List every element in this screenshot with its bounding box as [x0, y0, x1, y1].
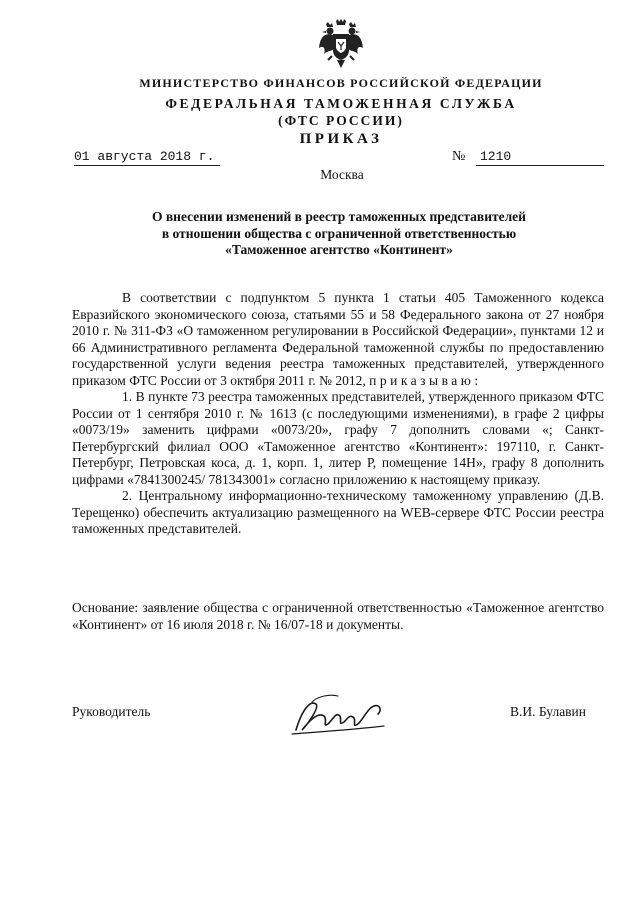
title-line: в отношении общества с ограниченной ответственностью: [161, 225, 517, 241]
document-type: ПРИКАЗ: [299, 131, 383, 147]
order-title: [96, 209, 582, 259]
city: Москва: [320, 167, 364, 182]
service-short-name: (ФТС РОССИИ): [278, 113, 404, 128]
signer-name: В.И. Булавин: [510, 704, 587, 719]
order-date: 01 августа 2018 г.: [74, 149, 220, 166]
order-item-1: 1. В пункте 73 реестра таможенных представителей, утвержденного приказом ФТС России от 1 сентября 2010 г. № 1613 (с последующими изменениями), в графе 2 цифры «0073/19» заменить цифрами «0073/20», графу 7 дополнить словами «; Санкт-Петербургский филиал ООО «Таможенное агентство «Континент»: 197110, г. Санкт-Петербург, Петровская коса, д. 1, корп. 1, литер Р, помещение 14Н», графу 8 дополнить цифрами «7841300245/ 781343001» согласно приложению к настоящему приказу.: [72, 389, 604, 487]
ministry-name: МИНИСТЕРСТВО ФИНАНСОВ РОССИЙСКОЙ ФЕДЕРАЦИИ: [139, 76, 543, 90]
order-item-2: 2. Центральному информационно-техническому таможенному управлению (Д.В. Терещенко) обеспечить актуализацию размещенного на WEB-сервере ФТС России реестра таможенных представителей.: [72, 488, 604, 536]
basis-paragraph: Основание: заявление общества с ограниченной ответственностью «Таможенное агентство «Континент» от 16 июля 2018 г. № 16/07-18 и документы.: [72, 600, 604, 632]
preamble-paragraph: [72, 290, 604, 389]
preamble-text: В соответствии с подпунктом 5 пункта 1 статьи 405 Таможенного кодекса Евразийского экономического союза, статьями 55 и 58 Федерального закона от 27 ноября 2010 г. № 311-ФЗ «О таможенном регулировании в Российской Федерации», пунктами 12 и 66 Административного регламента Федеральной таможенной службы по предоставлению государственной услуги ведения реестра таможенных представителей, утвержденного приказом ФТС России от 3 октября 2011 г. № 2012,: [72, 290, 604, 388]
order-body: [72, 290, 604, 538]
signer-position: Руководитель: [72, 704, 151, 719]
handwritten-signature: [288, 690, 388, 740]
eagle-emblem-icon: [318, 18, 364, 70]
service-name: ФЕДЕРАЛЬНАЯ ТАМОЖЕННАЯ СЛУЖБА: [165, 96, 517, 111]
order-number: 1210: [476, 149, 604, 166]
title-line: «Таможенное агентство «Континент»: [225, 242, 453, 257]
order-verb: приказываю:: [369, 372, 482, 388]
number-sign: №: [452, 149, 466, 164]
title-line: О внесении изменений в реестр таможенных представителей: [152, 209, 526, 224]
